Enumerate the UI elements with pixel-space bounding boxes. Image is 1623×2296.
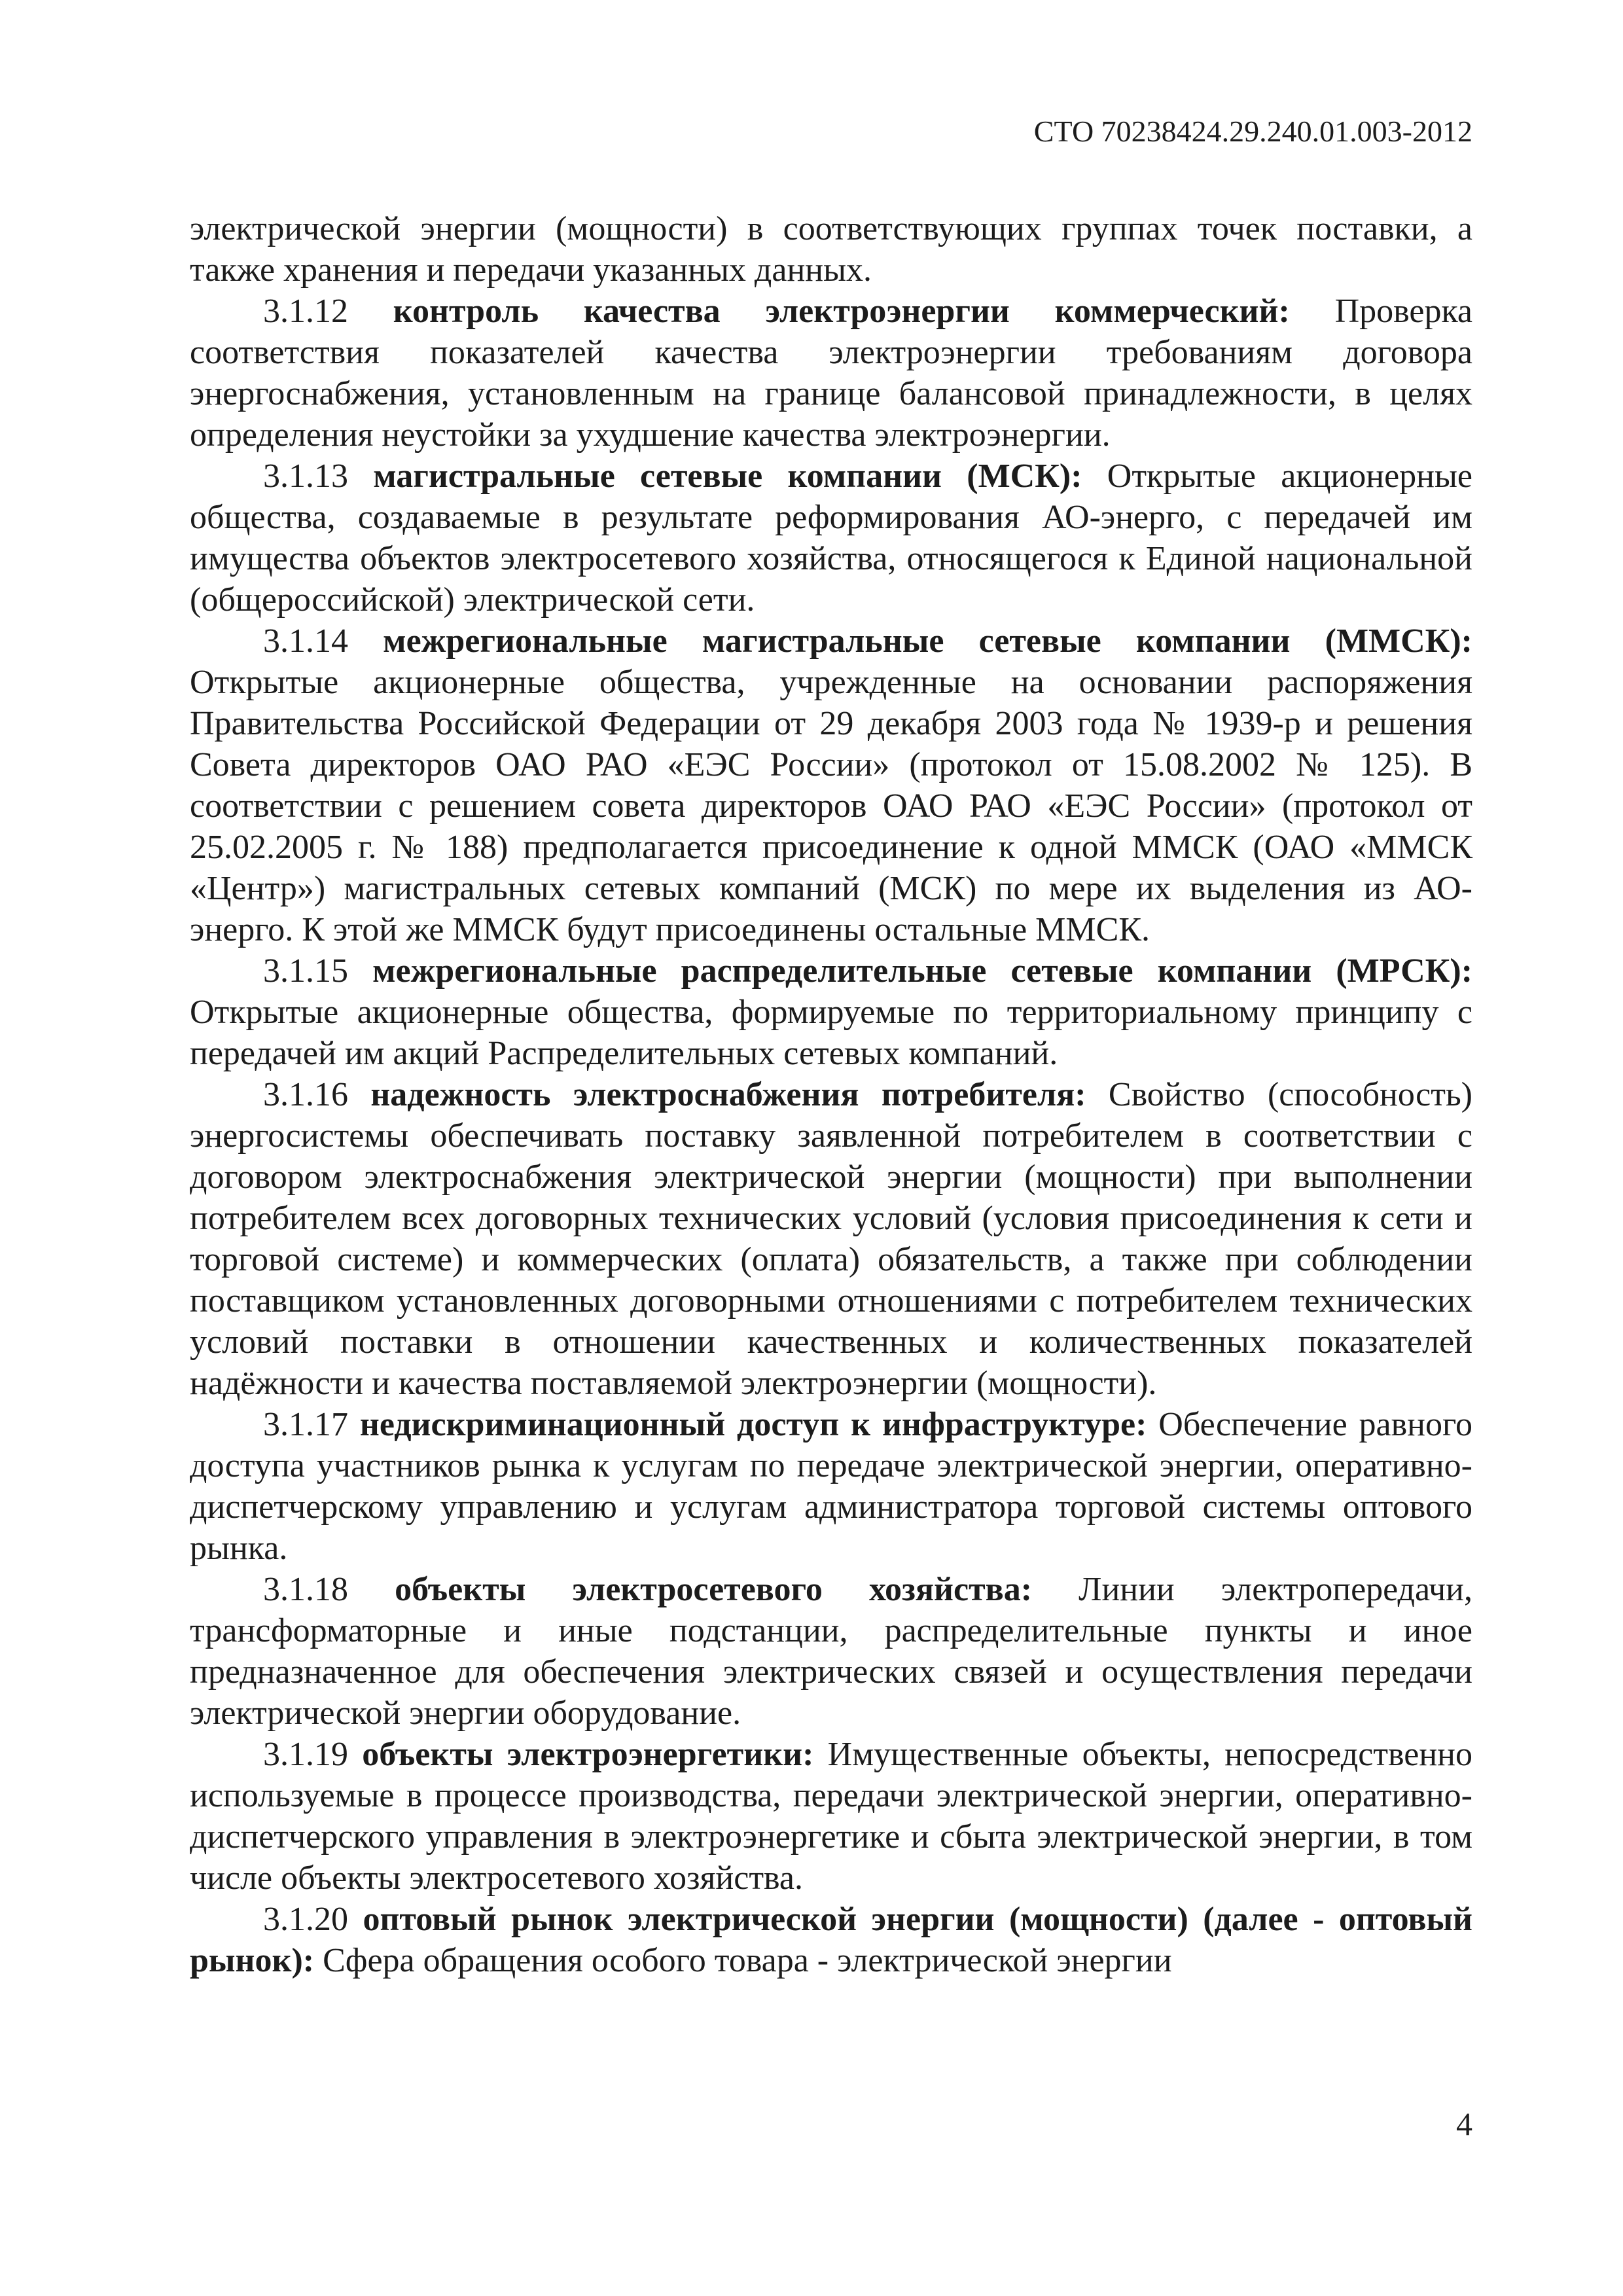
item-number: 3.1.20 bbox=[263, 1901, 348, 1938]
item-term: межрегиональные магистральные сетевые компании (ММСК): bbox=[383, 622, 1473, 660]
item-text: Открытые акционерные общества, учрежденные на основании распоряжения Правительства Российской Федерации от 29 декабря 2003 года № 1939-р и решения Совета директоров ОАО РАО «ЕЭС России» (протокол от 15.08.2002 № 125). В соответствии с решением совета директоров ОАО РАО «ЕЭС России» (протокол от 25.02.2005 г. № 188) предполагается присоединение к одной ММСК (ОАО «ММСК «Центр») магистральных сетевых компаний (МСК) по мере их выделения из АО-энерго. К этой же ММСК будут присоединены остальные ММСК. bbox=[190, 664, 1472, 948]
item-number: 3.1.17 bbox=[263, 1406, 348, 1443]
definition-item-3-1-12 bbox=[190, 291, 1472, 456]
item-term: контроль качества электроэнергии коммерческий: bbox=[393, 293, 1290, 330]
definition-item-3-1-17 bbox=[190, 1404, 1472, 1569]
item-text: Обеспечение равного доступа участников рынка к услугам по передаче электрической энергии, оперативно-диспетчерскому управлению и услугам администратора торговой системы оптового рынка. bbox=[190, 1406, 1473, 1567]
item-text: Проверка соответствия показателей качества электроэнергии требованиям договора энергоснабжения, установленным на границе балансовой принадлежности, в целях определения неустойки за ухудшение качества электроэнергии. bbox=[190, 293, 1473, 454]
item-number: 3.1.13 bbox=[263, 457, 348, 495]
item-term: объекты электроэнергетики: bbox=[362, 1736, 814, 1773]
item-number: 3.1.19 bbox=[263, 1736, 348, 1773]
item-term: оптовый рынок электрической энергии (мощности) (далее - оптовый рынок): bbox=[190, 1901, 1472, 1979]
definition-item-3-1-13 bbox=[190, 456, 1472, 620]
definition-item-3-1-14 bbox=[190, 620, 1472, 950]
page-number: 4 bbox=[1456, 2106, 1472, 2142]
item-text: Свойство (способность) энергосистемы обеспечивать поставку заявленной потребителем в соответствии с договором электроснабжения электрической энергии (мощности) при выполнении потребителем всех договорных технических условий (условия присоединения к сети и торговой системе) и коммерческих (оплата) обязательств, а также при соблюдении поставщиком установленных договорными отношениями с потребителем технических условий поставки в отношении качественных и количественных показателей надёжности и качества поставляемой электроэнергии (мощности). bbox=[190, 1076, 1472, 1402]
continuation-paragraph: электрической энергии (мощности) в соответствующих группах точек поставки, а также хранения и передачи указанных данных. bbox=[190, 210, 1472, 289]
item-number: 3.1.12 bbox=[263, 293, 348, 330]
item-number: 3.1.18 bbox=[263, 1571, 348, 1608]
item-text: Сфера обращения особого товара - электрической энергии bbox=[323, 1942, 1172, 1979]
item-text: Линии электропередачи, трансформаторные и иные подстанции, распределительные пункты и иное предназначенное для обеспечения электрических связей и осуществления передачи электрической энергии оборудование. bbox=[190, 1571, 1472, 1732]
item-number: 3.1.14 bbox=[263, 622, 348, 660]
item-number: 3.1.16 bbox=[263, 1076, 348, 1113]
definition-item-3-1-18 bbox=[190, 1569, 1472, 1734]
item-term: межрегиональные распределительные сетевые компании (МРСК): bbox=[372, 952, 1473, 990]
item-number: 3.1.15 bbox=[263, 952, 348, 990]
item-term: магистральные сетевые компании (МСК): bbox=[373, 457, 1082, 495]
definition-item-3-1-15 bbox=[190, 950, 1472, 1074]
item-text: Открытые акционерные общества, создаваемые в результате реформирования АО-энерго, с передачей им имущества объектов электросетевого хозяйства, относящегося к Единой национальной (общероссийской) электрической сети. bbox=[190, 457, 1472, 619]
definition-item-3-1-16 bbox=[190, 1074, 1472, 1404]
document-body bbox=[190, 208, 1472, 1981]
item-term: недискриминационный доступ к инфраструктуре: bbox=[359, 1406, 1147, 1443]
definition-item-3-1-20 bbox=[190, 1899, 1472, 1981]
item-term: объекты электросетевого хозяйства: bbox=[395, 1571, 1033, 1608]
definitions-list bbox=[190, 291, 1472, 1981]
item-term: надежность электроснабжения потребителя: bbox=[370, 1076, 1086, 1113]
document-code-header: СТО 70238424.29.240.01.003-2012 bbox=[1033, 115, 1472, 148]
item-text: Имущественные объекты, непосредственно используемые в процессе производства, передачи электрической энергии, оперативно-диспетчерского управления в электроэнергетике и сбыта электрической энергии, в том числе объекты электросетевого хозяйства. bbox=[190, 1736, 1473, 1897]
definition-item-3-1-19 bbox=[190, 1734, 1472, 1899]
item-text: Открытые акционерные общества, формируемые по территориальному принципу с передачей им акций Распределительных сетевых компаний. bbox=[190, 994, 1472, 1072]
